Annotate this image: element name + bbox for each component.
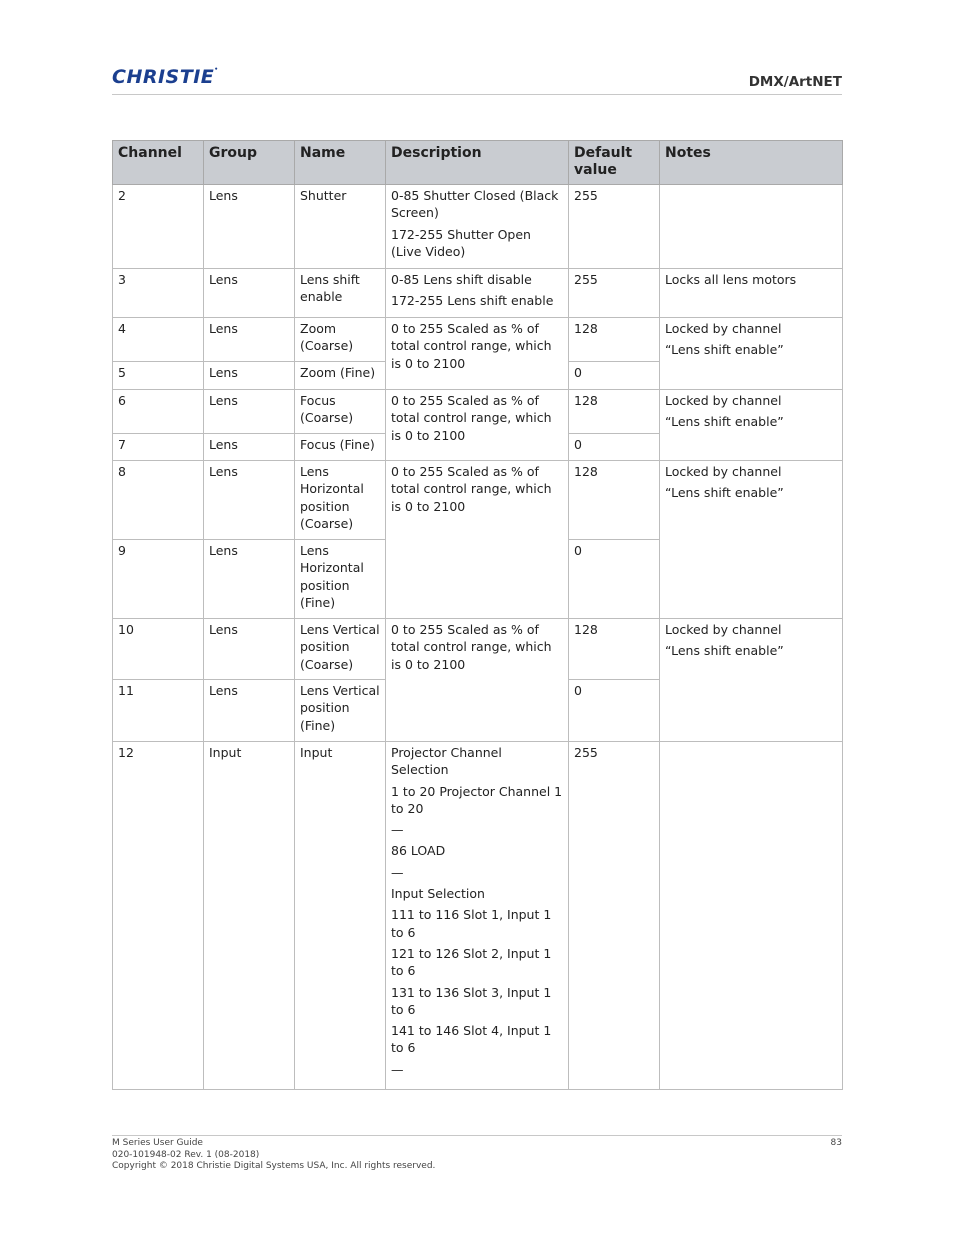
cell-name: Lens shift enable: [295, 269, 386, 318]
table-row: [113, 742, 843, 1090]
column-header-group: Group: [204, 141, 295, 185]
column-header-default-value: Default value: [569, 141, 660, 185]
cell-notes: [660, 185, 843, 269]
cell-channel: 7: [113, 434, 204, 461]
cell-description: 0 to 255 Scaled as % of total control range, which is 0 to 2100: [386, 390, 569, 461]
cell-group: Lens: [204, 680, 295, 742]
cell-description: 0 to 255 Scaled as % of total control range, which is 0 to 2100: [386, 318, 569, 390]
cell-name: Zoom (Coarse): [295, 318, 386, 362]
cell-channel: 2: [113, 185, 204, 269]
cell-notes: Locked by channel “Lens shift enable”: [660, 461, 843, 619]
footer-document-number: 020-101948-02 Rev. 1 (08-2018): [112, 1149, 260, 1160]
cell-name: Lens Vertical position (Fine): [295, 680, 386, 742]
cell-default-value: 0: [569, 680, 660, 742]
cell-description: 0-85 Shutter Closed (Black Screen) 172-255 Shutter Open (Live Video): [386, 185, 569, 269]
cell-description: Projector Channel Selection 1 to 20 Projector Channel 1 to 20 — 86 LOAD — Input Selection 111 to 116 Slot 1, Input 1 to 6 121 to 126 Slot 2, Input 1 to 6 131 to 136 Slot 3, Input 1 to 6 141 to 146 Slot 4, Input 1 to 6 —: [386, 742, 569, 1090]
cell-name: Lens Vertical position (Coarse): [295, 619, 386, 680]
cell-default-value: 128: [569, 390, 660, 434]
cell-channel: 5: [113, 362, 204, 390]
cell-channel: 9: [113, 540, 204, 619]
cell-default-value: 255: [569, 742, 660, 1090]
column-header-channel: Channel: [113, 141, 204, 185]
cell-notes: Locked by channel “Lens shift enable”: [660, 390, 843, 461]
cell-group: Lens: [204, 318, 295, 362]
table-header-row: [113, 141, 843, 185]
cell-group: Lens: [204, 269, 295, 318]
cell-name: Focus (Fine): [295, 434, 386, 461]
cell-name: Input: [295, 742, 386, 1090]
column-header-name: Name: [295, 141, 386, 185]
cell-group: Lens: [204, 619, 295, 680]
cell-notes: Locked by channel “Lens shift enable”: [660, 318, 843, 390]
cell-group: Input: [204, 742, 295, 1090]
cell-default-value: 255: [569, 185, 660, 269]
cell-group: Lens: [204, 362, 295, 390]
cell-default-value: 0: [569, 540, 660, 619]
table-row: [113, 318, 843, 362]
cell-name: Shutter: [295, 185, 386, 269]
cell-name: Lens Horizontal position (Coarse): [295, 461, 386, 540]
cell-description: 0 to 255 Scaled as % of total control range, which is 0 to 2100: [386, 619, 569, 742]
section-title: DMX/ArtNET: [748, 74, 842, 90]
cell-default-value: 128: [569, 318, 660, 362]
cell-name: Lens Horizontal position (Fine): [295, 540, 386, 619]
cell-channel: 6: [113, 390, 204, 434]
cell-group: Lens: [204, 540, 295, 619]
cell-group: Lens: [204, 185, 295, 269]
cell-description: 0-85 Lens shift disable 172-255 Lens shift enable: [386, 269, 569, 318]
cell-default-value: 128: [569, 461, 660, 540]
cell-description: 0 to 255 Scaled as % of total control range, which is 0 to 2100: [386, 461, 569, 619]
page-number: 83: [830, 1138, 842, 1148]
table-row: [113, 619, 843, 680]
cell-channel: 8: [113, 461, 204, 540]
cell-default-value: 0: [569, 362, 660, 390]
table-row: [113, 461, 843, 540]
cell-channel: 4: [113, 318, 204, 362]
table-row: [113, 390, 843, 434]
cell-channel: 11: [113, 680, 204, 742]
cell-group: Lens: [204, 434, 295, 461]
cell-channel: 3: [113, 269, 204, 318]
cell-group: Lens: [204, 461, 295, 540]
cell-notes: [660, 742, 843, 1090]
footer: [112, 1138, 435, 1173]
cell-channel: 10: [113, 619, 204, 680]
column-header-notes: Notes: [660, 141, 843, 185]
footer-divider: [112, 1135, 842, 1136]
header-divider: [112, 94, 842, 95]
footer-copyright: Copyright © 2018 Christie Digital Systems USA, Inc. All rights reserved.: [112, 1161, 436, 1171]
cell-default-value: 255: [569, 269, 660, 318]
cell-group: Lens: [204, 390, 295, 434]
christie-logo: CHRISTIE•: [112, 66, 219, 88]
footer-guide-title: M Series User Guide: [112, 1138, 203, 1148]
cell-notes: Locks all lens motors: [660, 269, 843, 318]
cell-name: Focus (Coarse): [295, 390, 386, 434]
table-row: [113, 185, 843, 269]
dmx-channel-table: [112, 140, 843, 1090]
table-row: [113, 269, 843, 318]
cell-channel: 12: [113, 742, 204, 1090]
cell-notes: Locked by channel “Lens shift enable”: [660, 619, 843, 742]
cell-name: Zoom (Fine): [295, 362, 386, 390]
cell-default-value: 0: [569, 434, 660, 461]
cell-default-value: 128: [569, 619, 660, 680]
column-header-description: Description: [386, 141, 569, 185]
